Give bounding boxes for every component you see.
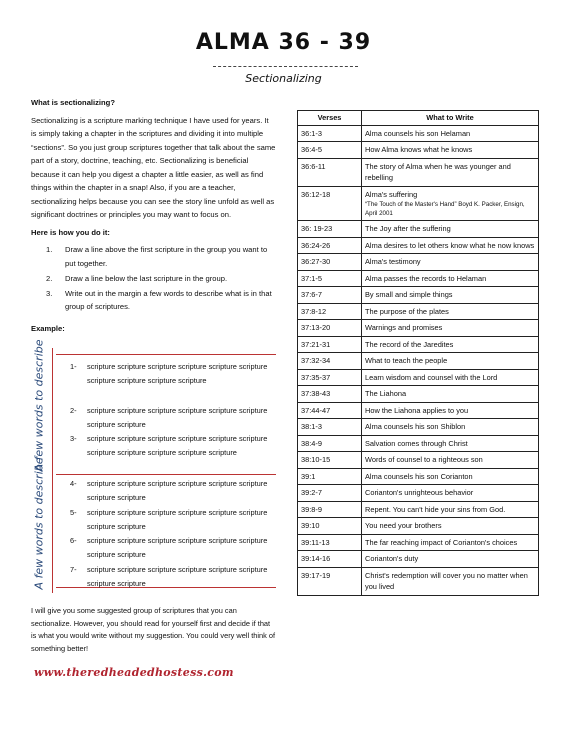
what-to-write-text: Alma passes the records to Helaman [365, 273, 487, 283]
table-row [298, 254, 539, 271]
what-to-write-cell [362, 501, 539, 518]
what-to-write-cell [362, 270, 539, 287]
step-number: 2. [46, 273, 53, 283]
verse-reference: 36: 19-23 [298, 221, 362, 238]
table-row [298, 501, 539, 518]
what-to-write-text: Alma's suffering [365, 189, 418, 199]
example-item [70, 404, 275, 432]
what-to-write-text: The far reaching impact of Corianton's choices [365, 537, 518, 547]
what-to-write-text: The story of Alma when he was younger and rebelling [365, 161, 511, 182]
what-to-write-cell [362, 125, 539, 142]
table-row [298, 452, 539, 469]
citation: “The Touch of the Master's Hand” Boyd K. Packer, Ensign, April 2001 [365, 201, 525, 217]
what-to-write-text: Alma counsels his son Helaman [365, 128, 471, 138]
what-to-write-cell [362, 485, 539, 502]
verse-reference: 38:1-3 [298, 419, 362, 436]
verse-reference: 37:13-20 [298, 320, 362, 337]
example-item [70, 506, 275, 534]
step-item [31, 243, 276, 270]
section-separator [56, 354, 276, 355]
table-row [298, 402, 539, 419]
step-number: 1. [46, 245, 53, 254]
what-to-write-text: The record of the Jaredites [365, 339, 454, 349]
table-row [298, 419, 539, 436]
what-to-write-text: What to teach the people [365, 356, 448, 365]
what-to-write-cell [362, 237, 539, 254]
what-to-write-text: The purpose of the plates [365, 306, 449, 316]
table-row [298, 186, 539, 221]
table-row [298, 237, 539, 254]
what-to-write-cell [362, 468, 539, 485]
example-item [70, 563, 275, 591]
step-text: Draw a line below the last scripture in the group. [65, 273, 228, 283]
table-row [298, 158, 539, 186]
what-to-write-cell [362, 551, 539, 568]
example-item [70, 432, 275, 460]
what-to-write-cell [362, 518, 539, 535]
what-to-write-cell [362, 158, 539, 186]
closing-paragraph: I will give you some suggested group of scriptures that you can sectionalize. However, you should read for yourself first and decide if that is what you would write without my suggestion. You could very well think of something better! [31, 606, 276, 653]
example-item-number: 5- [70, 508, 77, 517]
step-item [31, 272, 276, 286]
table-row [298, 270, 539, 287]
verse-reference: 39:11-13 [298, 534, 362, 551]
what-to-write-cell [362, 287, 539, 304]
what-to-write-cell [362, 320, 539, 337]
what-to-write-cell [362, 254, 539, 271]
table-row [298, 336, 539, 353]
verse-reference: 36:27-30 [298, 254, 362, 271]
what-to-write-text: Alma counsels his son Corianton [365, 471, 473, 481]
example-item-text: scripture scripture scripture scripture scripture scripture scripture scripture [87, 479, 268, 502]
example-item-text: scripture scripture scripture scripture scripture scripture scripture scripture [87, 565, 268, 588]
example-item-number: 7- [70, 565, 77, 574]
verse-reference: 39:1 [298, 468, 362, 485]
what-to-write-text: Alma counsels his son Shiblon [365, 422, 466, 431]
verse-reference: 38:4-9 [298, 435, 362, 452]
verse-reference: 36:24-26 [298, 237, 362, 254]
table-row [298, 567, 539, 595]
what-to-write-cell [362, 534, 539, 551]
intro-section [31, 96, 276, 335]
example-item-number: 4- [70, 479, 77, 488]
margin-label: A few words to describe [32, 339, 46, 472]
table-row [298, 287, 539, 304]
example-item-number: 2- [70, 406, 77, 415]
verse-reference: 37:6-7 [298, 287, 362, 304]
what-to-write-text: Christ's redemption will cover you no matter when you lived [365, 570, 528, 591]
intro-heading: What is sectionalizing? [31, 98, 115, 107]
example-item-text: scripture scripture scripture scripture scripture scripture scripture scripture [87, 406, 268, 429]
what-to-write-text: Corianton's duty [365, 554, 419, 563]
what-to-write-text: Corianton's unrighteous behavior [365, 488, 474, 497]
column-header-verses: Verses [298, 111, 362, 126]
table-body [298, 125, 539, 595]
step-text: Write out in the margin a few words to describe what is in that group of scriptures. [65, 288, 272, 311]
step-text: Draw a line above the first scripture in the group you want to put together. [65, 245, 268, 268]
verse-reference: 37:35-37 [298, 369, 362, 386]
verse-reference: 37:8-12 [298, 303, 362, 320]
step-item [31, 287, 276, 314]
verse-reference: 39:2-7 [298, 485, 362, 502]
example-section [31, 339, 276, 593]
what-to-write-cell [362, 452, 539, 469]
what-to-write-cell [362, 435, 539, 452]
verse-reference: 39:8-9 [298, 501, 362, 518]
page-title: ALMA 36 - 39 [195, 30, 372, 55]
what-to-write-text: How Alma knows what he knows [365, 145, 473, 154]
example-item-number: 3- [70, 434, 77, 443]
website-link[interactable]: www.theredheadedhostess.com [34, 666, 234, 679]
what-to-write-cell [362, 336, 539, 353]
table-row [298, 320, 539, 337]
example-item-text: scripture scripture scripture scripture scripture scripture scripture scripture [87, 508, 268, 531]
verse-reference: 37:32-34 [298, 353, 362, 370]
column-header-what-to-write: What to Write [362, 111, 539, 126]
verse-reference: 37:38-43 [298, 386, 362, 403]
what-to-write-cell [362, 353, 539, 370]
intro-paragraph: Sectionalizing is a scripture marking technique I have used for years. It is simply taking a chapter in the scriptures and dividing it into multiple “sections”. So you just group scriptures together that talk about the same part of a story, doctrine, teaching, etc. Sectionalizing is beneficial because it can help you digest a chapter a little easier, as well as find things within the chapter in a snap! Also, if you are a teacher, sectionalizing helps because you can see the story line unfold as well as significant doctrines or principles you may want to focus on. [31, 115, 276, 219]
what-to-write-text: The Liahona [365, 389, 407, 398]
what-to-write-cell [362, 221, 539, 238]
verse-reference: 37:1-5 [298, 270, 362, 287]
example-item [70, 534, 275, 562]
what-to-write-cell [362, 567, 539, 595]
table-row [298, 386, 539, 403]
verse-reference: 37:44-47 [298, 402, 362, 419]
table-row [298, 518, 539, 535]
verse-reference: 39:10 [298, 518, 362, 535]
what-to-write-cell [362, 186, 539, 221]
table-header-row [298, 111, 539, 126]
what-to-write-text: The Joy after the suffering [365, 224, 451, 233]
table-row [298, 303, 539, 320]
verses-table [297, 110, 539, 596]
what-to-write-cell [362, 303, 539, 320]
what-to-write-text: Warnings and promises [365, 323, 443, 332]
what-to-write-cell [362, 386, 539, 403]
margin-rule [52, 348, 53, 593]
verse-reference: 39:17-19 [298, 567, 362, 595]
table-row [298, 534, 539, 551]
table-row [298, 221, 539, 238]
howto-heading: Here is how you do it: [31, 227, 110, 237]
what-to-write-text: By small and simple things [365, 290, 453, 299]
margin-label: A few words to describe [32, 457, 46, 590]
table-row [298, 435, 539, 452]
example-item-number: 6- [70, 536, 77, 545]
verse-reference: 38:10-15 [298, 452, 362, 469]
verse-reference: 36:4-5 [298, 142, 362, 159]
example-item-number: 1- [70, 362, 77, 371]
step-number: 3. [46, 288, 53, 298]
verse-reference: 37:21-31 [298, 336, 362, 353]
what-to-write-cell [362, 369, 539, 386]
section-separator [56, 474, 276, 475]
what-to-write-text: Alma desires to let others know what he now knows [365, 240, 535, 250]
example-item-text: scripture scripture scripture scripture scripture scripture scripture scripture scripture scripture [87, 362, 268, 385]
what-to-write-text: Repent. You can't hide your sins from God. [365, 504, 506, 514]
example-label: Example: [31, 323, 65, 333]
example-item [70, 477, 275, 505]
what-to-write-text: Words of counsel to a righteous son [365, 455, 483, 464]
what-to-write-text: You need your brothers [365, 521, 442, 530]
what-to-write-cell [362, 402, 539, 419]
table-row [298, 142, 539, 159]
verse-reference: 36:6-11 [298, 158, 362, 186]
title-divider [213, 66, 358, 67]
table-row [298, 468, 539, 485]
example-item-text: scripture scripture scripture scripture scripture scripture scripture scripture [87, 536, 268, 559]
table-row [298, 353, 539, 370]
verse-reference: 36:1-3 [298, 125, 362, 142]
table-row [298, 369, 539, 386]
page-subtitle: Sectionalizing [245, 72, 322, 85]
table-row [298, 125, 539, 142]
what-to-write-cell [362, 419, 539, 436]
steps-list [31, 243, 276, 314]
verse-reference: 39:14-16 [298, 551, 362, 568]
what-to-write-cell [362, 142, 539, 159]
example-item [70, 360, 275, 388]
what-to-write-text: Learn wisdom and counsel with the Lord [365, 372, 498, 382]
table-row [298, 551, 539, 568]
what-to-write-text: Alma's testimony [365, 257, 421, 266]
what-to-write-text: How the Liahona applies to you [365, 405, 469, 415]
example-item-text: scripture scripture scripture scripture scripture scripture scripture scripture scripture scripture scripture [87, 434, 268, 457]
what-to-write-text: Salvation comes through Christ [365, 438, 468, 448]
verse-reference: 36:12-18 [298, 186, 362, 221]
table-row [298, 485, 539, 502]
